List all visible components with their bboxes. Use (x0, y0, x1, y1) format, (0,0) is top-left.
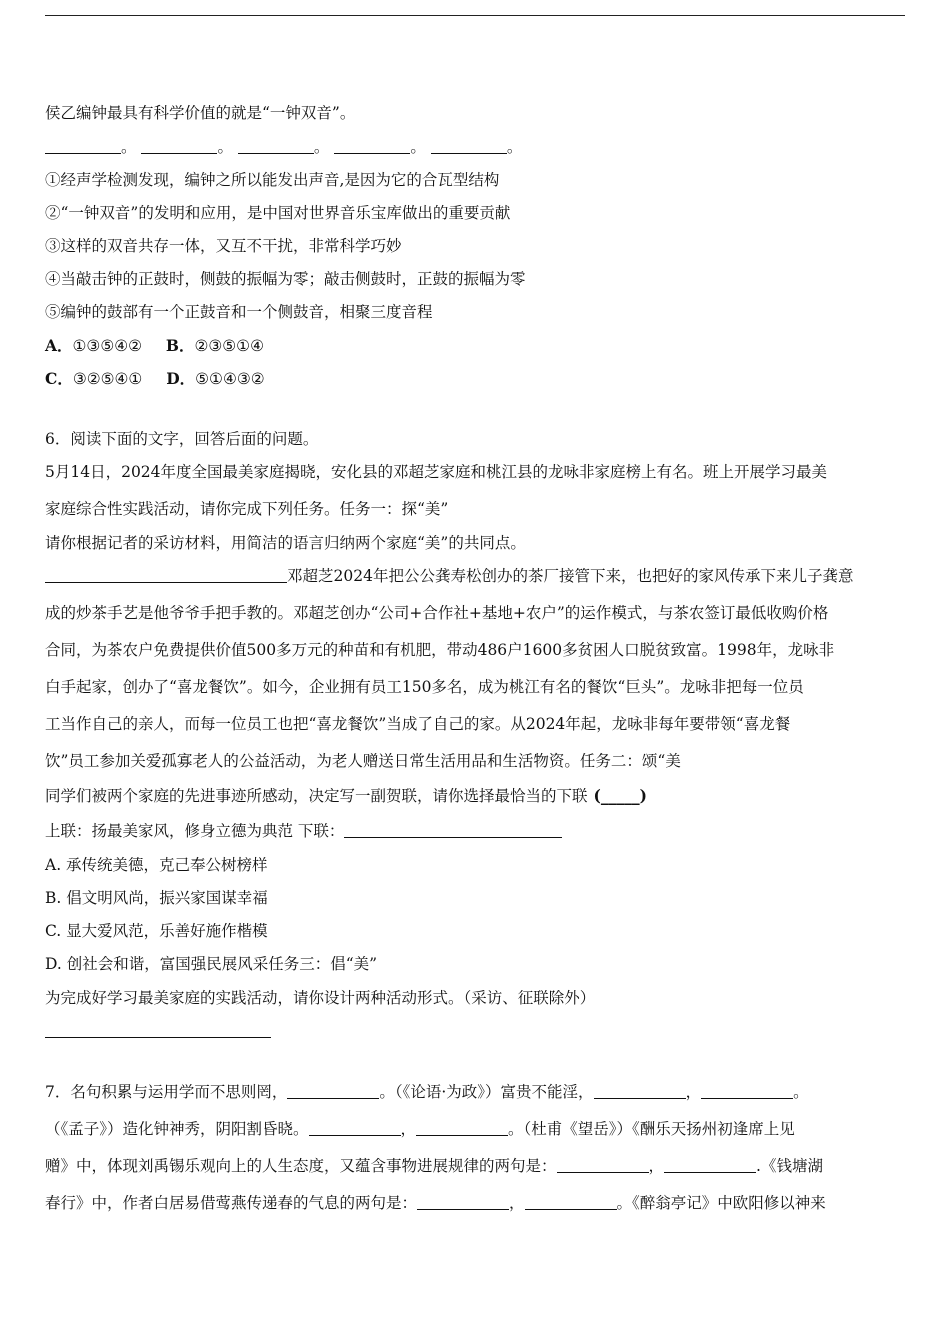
q6-option-b[interactable]: B. 倡文明风尚，振兴家国谋幸福 (45, 889, 268, 907)
answer-blank[interactable] (525, 1194, 617, 1210)
answer-blank[interactable] (594, 1083, 686, 1099)
q6-option-d[interactable]: D. 创社会和谐，富国强民展风采任务三：倡“美” (45, 955, 378, 973)
q5-sentence-2: ②“一钟双音”的发明和应用，是中国对世界音乐宝库做出的重要贡献 (45, 204, 511, 222)
q6-couplet: 上联：扬最美家风，修身立德为典范 下联： (45, 821, 562, 841)
answer-blank[interactable] (344, 822, 562, 838)
answer-blank[interactable] (141, 138, 217, 154)
q6-paragraph: 饮”员工参加关爱孤寡老人的公益活动，为老人赠送日常生活用品和生活物资。任务二：颂“美 (45, 752, 681, 770)
option-a-label: A． (45, 336, 73, 355)
q5-sentence-4: ④当敲击钟的正鼓时，侧鼓的振幅为零；敲击侧鼓时，正鼓的振幅为零 (45, 270, 526, 288)
header-rule (45, 15, 905, 16)
q6-paragraph: 白手起家，创办了“喜龙餐饮”。如今，企业拥有员工150多名，成为桃江有名的餐饮“巨头”。龙咏非把每一位员 (45, 678, 804, 696)
q6-answer-line: 邓超芝2024年把公公龚寿松创办的茶厂接管下来，也把好的家风传承下来儿子龚意 (45, 566, 853, 586)
q6-option-a[interactable]: A. 承传统美德，克己奉公树榜样 (45, 856, 268, 874)
answer-blank[interactable] (664, 1157, 756, 1173)
option-c-text[interactable]: ③②⑤④① (72, 370, 143, 388)
q6-task3: 为完成好学习最美家庭的实践活动，请你设计两种活动形式。（采访、征联除外） (45, 989, 596, 1007)
answer-blank[interactable] (287, 1083, 379, 1099)
option-d-label: D． (166, 369, 196, 388)
q6-paragraph: 家庭综合性实践活动，请你完成下列任务。任务一：探“美” (45, 500, 449, 518)
q5-sentence-5: ⑤编钟的鼓部有一个正鼓音和一个侧鼓音，相聚三度音程 (45, 303, 433, 321)
answer-blank[interactable] (45, 567, 287, 583)
q6-prompt: 请你根据记者的采访材料，用简洁的语言归纳两个家庭“美”的共同点。 (45, 534, 526, 552)
answer-blank[interactable] (45, 1022, 271, 1038)
option-b-label: B． (165, 336, 195, 355)
q5-options-cd (45, 369, 265, 389)
answer-blank[interactable] (701, 1083, 793, 1099)
q5-options-ab (45, 336, 264, 356)
q5-intro: 侯乙编钟最具有科学价值的就是“一钟双音”。 (45, 104, 356, 122)
option-d-text[interactable]: ⑤①④③② (195, 370, 265, 388)
option-c-label: C． (45, 369, 73, 388)
q6-paragraph: 成的炒茶手艺是他爷爷手把手教的。邓超芝创办“公司+合作社+基地+农户”的运作模式，与茶农签订最低收购价格 (45, 604, 829, 622)
q7-line-4: 春行》中，作者白居易借莺燕传递春的气息的两句是： ， 。《醉翁亭记》中欧阳修以神来 (45, 1194, 826, 1212)
answer-blank[interactable] (238, 138, 314, 154)
q5-sentence-1: ①经声学检测发现，编钟之所以能发出声音,是因为它的合瓦型结构 (45, 171, 500, 189)
answer-blank[interactable] (431, 138, 507, 154)
q7-line-1: 7．名句积累与运用学而不思则罔， 。（《论语·为政》）富贵不能淫， ， 。 (45, 1083, 809, 1101)
answer-blank[interactable] (309, 1120, 401, 1136)
q6-paragraph: 工当作自己的亲人，而每一位员工也把“喜龙餐饮”当成了自己的家。从2024年起，龙咏非每年要带领“喜龙餐 (45, 715, 791, 733)
option-a-text[interactable]: ①③⑤④② (72, 337, 143, 355)
answer-blank[interactable] (557, 1157, 649, 1173)
answer-blank[interactable] (416, 1120, 508, 1136)
answer-bracket[interactable]: (_____) (593, 786, 647, 805)
q6-title: 6．阅读下面的文字，回答后面的问题。 (45, 430, 319, 448)
q6-task2: 同学们被两个家庭的先进事迹所感动，决定写一副贺联，请你选择最恰当的下联 (_____) (45, 786, 647, 805)
answer-blank[interactable] (334, 138, 410, 154)
answer-blank[interactable] (417, 1194, 509, 1210)
q7-line-3: 赠》中，体现刘禹锡乐观向上的人生态度，又蕴含事物进展规律的两句是： ， .《钱塘湖 (45, 1157, 823, 1175)
q7-line-2: （《孟子》）造化钟神秀，阴阳割昏晓。 ， 。（杜甫《望岳》）《酬乐天扬州初逢席上见 (45, 1120, 795, 1138)
q6-option-c[interactable]: C. 显大爱风范，乐善好施作楷模 (45, 922, 268, 940)
answer-blank[interactable] (45, 138, 121, 154)
q5-sentence-3: ③这样的双音共存一体，又互不干扰，非常科学巧妙 (45, 237, 402, 255)
q5-blanks: 。 。 。 。 。 (45, 137, 522, 157)
q6-paragraph: 合同，为茶农户免费提供价值500多万元的种苗和有机肥，带动486户1600多贫困人口脱贫致富。1998年，龙咏非 (45, 641, 835, 659)
q6-paragraph: 5月14日，2024年度全国最美家庭揭晓，安化县的邓超芝家庭和桃江县的龙咏非家庭榜上有名。班上开展学习最美 (45, 463, 828, 481)
q6-answer-line (45, 1021, 271, 1041)
option-b-text[interactable]: ②③⑤①④ (194, 337, 264, 355)
